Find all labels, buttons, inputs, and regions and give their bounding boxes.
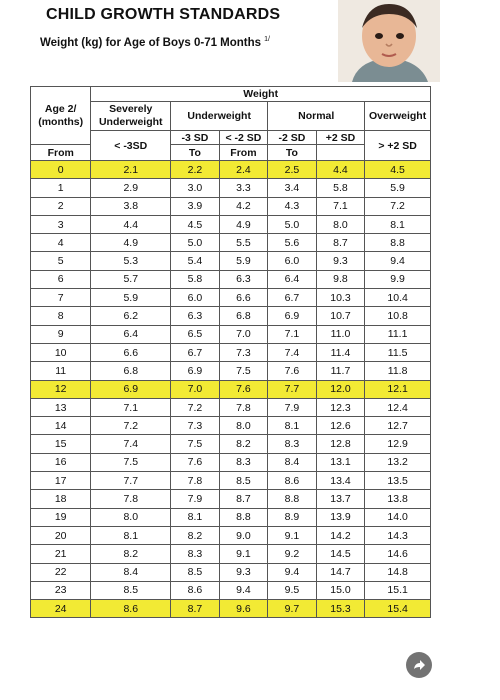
overweight-cell: 15.4 bbox=[365, 600, 431, 618]
age-header bbox=[31, 87, 91, 145]
severely-underweight-cell: 5.9 bbox=[91, 289, 171, 307]
underweight-to-cell: 8.3 bbox=[219, 453, 268, 471]
severely-underweight-cell: 8.2 bbox=[91, 545, 171, 563]
underweight-to-cell: 8.8 bbox=[219, 508, 268, 526]
normal-from-cell: 7.6 bbox=[268, 362, 317, 380]
underweight-to-cell: 4.9 bbox=[219, 215, 268, 233]
underweight-from-cell: 6.9 bbox=[171, 362, 220, 380]
table-row bbox=[31, 398, 431, 416]
normal-to-cell: 9.8 bbox=[316, 270, 365, 288]
underweight-from-cell: 7.0 bbox=[171, 380, 220, 398]
severely-underweight-cell: 8.0 bbox=[91, 508, 171, 526]
underweight-sd-low: -3 SD bbox=[171, 131, 220, 145]
underweight-from-cell: 7.3 bbox=[171, 417, 220, 435]
underweight-to-cell: 3.3 bbox=[219, 179, 268, 197]
severely-underweight-header bbox=[91, 102, 171, 131]
normal-from-cell: 4.3 bbox=[268, 197, 317, 215]
overweight-sd-header: > +2 SD bbox=[365, 131, 431, 161]
age-cell: 8 bbox=[31, 307, 91, 325]
share-button[interactable] bbox=[406, 652, 432, 678]
overweight-cell: 8.8 bbox=[365, 234, 431, 252]
age-cell: 17 bbox=[31, 472, 91, 490]
severely-underweight-cell: 3.8 bbox=[91, 197, 171, 215]
underweight-from-cell: 8.6 bbox=[171, 581, 220, 599]
severely-underweight-cell: 5.3 bbox=[91, 252, 171, 270]
normal-from-cell: 7.1 bbox=[268, 325, 317, 343]
underweight-from-cell: 6.3 bbox=[171, 307, 220, 325]
normal-from-cell: 5.6 bbox=[268, 234, 317, 252]
underweight-to-cell: 7.5 bbox=[219, 362, 268, 380]
normal-from-cell: 9.5 bbox=[268, 581, 317, 599]
age-cell: 7 bbox=[31, 289, 91, 307]
age-cell: 19 bbox=[31, 508, 91, 526]
severely-underweight-cell: 7.5 bbox=[91, 453, 171, 471]
normal-to-cell: 13.7 bbox=[316, 490, 365, 508]
normal-from-cell: 6.7 bbox=[268, 289, 317, 307]
overweight-cell: 9.9 bbox=[365, 270, 431, 288]
normal-to-cell: 5.8 bbox=[316, 179, 365, 197]
page-subtitle bbox=[40, 36, 270, 49]
age-cell: 23 bbox=[31, 581, 91, 599]
underweight-from-cell: 7.6 bbox=[171, 453, 220, 471]
severely-underweight-cell: 8.4 bbox=[91, 563, 171, 581]
weight-for-age-table-wrapper bbox=[30, 86, 431, 618]
age-cell: 22 bbox=[31, 563, 91, 581]
overweight-cell: 10.4 bbox=[365, 289, 431, 307]
table-row bbox=[31, 270, 431, 288]
severely-underweight-cell: 4.9 bbox=[91, 234, 171, 252]
severely-underweight-cell: 4.4 bbox=[91, 215, 171, 233]
normal-from-cell: 3.4 bbox=[268, 179, 317, 197]
normal-to-cell: 13.4 bbox=[316, 472, 365, 490]
severely-underweight-cell: 2.1 bbox=[91, 161, 171, 179]
normal-to-cell: 12.0 bbox=[316, 380, 365, 398]
underweight-to-cell: 2.4 bbox=[219, 161, 268, 179]
underweight-to-cell: 6.3 bbox=[219, 270, 268, 288]
underweight-from-cell: 5.4 bbox=[171, 252, 220, 270]
severely-underweight-cell: 8.1 bbox=[91, 526, 171, 544]
age-header-line2: (months) bbox=[38, 115, 84, 128]
underweight-from-cell: 7.2 bbox=[171, 398, 220, 416]
normal-from-cell: 6.9 bbox=[268, 307, 317, 325]
age-cell: 1 bbox=[31, 179, 91, 197]
underweight-to-cell: 8.5 bbox=[219, 472, 268, 490]
normal-to-cell: 11.4 bbox=[316, 343, 365, 361]
overweight-cell: 5.9 bbox=[365, 179, 431, 197]
normal-to-cell: 14.2 bbox=[316, 526, 365, 544]
table-row bbox=[31, 380, 431, 398]
underweight-to-cell: 7.3 bbox=[219, 343, 268, 361]
underweight-from-cell: 7.5 bbox=[171, 435, 220, 453]
age-cell: 24 bbox=[31, 600, 91, 618]
age-cell: 11 bbox=[31, 362, 91, 380]
normal-from-cell: 5.0 bbox=[268, 215, 317, 233]
severely-underweight-cell: 7.4 bbox=[91, 435, 171, 453]
table-row bbox=[31, 545, 431, 563]
age-cell: 10 bbox=[31, 343, 91, 361]
table-row bbox=[31, 343, 431, 361]
overweight-cell: 7.2 bbox=[365, 197, 431, 215]
overweight-cell: 14.0 bbox=[365, 508, 431, 526]
overweight-cell: 13.8 bbox=[365, 490, 431, 508]
severely-underweight-cell: 8.6 bbox=[91, 600, 171, 618]
underweight-to-cell: 5.5 bbox=[219, 234, 268, 252]
age-cell: 12 bbox=[31, 380, 91, 398]
table-row bbox=[31, 252, 431, 270]
age-cell: 5 bbox=[31, 252, 91, 270]
normal-to-cell: 11.7 bbox=[316, 362, 365, 380]
underweight-to-header: To bbox=[171, 145, 220, 161]
table-row bbox=[31, 526, 431, 544]
underweight-from-cell: 8.7 bbox=[171, 600, 220, 618]
underweight-from-cell: 3.0 bbox=[171, 179, 220, 197]
overweight-cell: 8.1 bbox=[365, 215, 431, 233]
underweight-from-cell: 6.0 bbox=[171, 289, 220, 307]
table-row bbox=[31, 600, 431, 618]
age-cell: 16 bbox=[31, 453, 91, 471]
normal-to-cell: 10.3 bbox=[316, 289, 365, 307]
table-body bbox=[31, 161, 431, 618]
normal-header: Normal bbox=[268, 102, 365, 131]
normal-to-cell: 14.7 bbox=[316, 563, 365, 581]
underweight-from-cell: 8.2 bbox=[171, 526, 220, 544]
overweight-cell: 14.6 bbox=[365, 545, 431, 563]
underweight-header: Underweight bbox=[171, 102, 268, 131]
normal-from-cell: 8.4 bbox=[268, 453, 317, 471]
underweight-to-cell: 8.2 bbox=[219, 435, 268, 453]
weight-header: Weight bbox=[91, 87, 431, 102]
normal-to-cell: 12.8 bbox=[316, 435, 365, 453]
overweight-cell: 12.7 bbox=[365, 417, 431, 435]
normal-from-cell: 7.7 bbox=[268, 380, 317, 398]
subtitle-footnote: 1/ bbox=[264, 36, 270, 43]
table-row bbox=[31, 362, 431, 380]
underweight-to-cell: 7.0 bbox=[219, 325, 268, 343]
share-arrow-icon bbox=[412, 658, 426, 672]
age-cell: 3 bbox=[31, 215, 91, 233]
normal-from-cell: 8.8 bbox=[268, 490, 317, 508]
normal-from-cell: 8.3 bbox=[268, 435, 317, 453]
normal-from-cell: 7.9 bbox=[268, 398, 317, 416]
overweight-cell: 15.1 bbox=[365, 581, 431, 599]
normal-to-cell: 13.1 bbox=[316, 453, 365, 471]
overweight-cell: 9.4 bbox=[365, 252, 431, 270]
normal-to-cell: 7.1 bbox=[316, 197, 365, 215]
normal-to-cell: 10.7 bbox=[316, 307, 365, 325]
underweight-from-cell: 8.5 bbox=[171, 563, 220, 581]
normal-sd-low: -2 SD bbox=[268, 131, 317, 145]
underweight-from-cell: 8.3 bbox=[171, 545, 220, 563]
subtitle-text: Weight (kg) for Age of Boys 0-71 Months bbox=[40, 36, 262, 49]
table-row bbox=[31, 472, 431, 490]
age-cell: 4 bbox=[31, 234, 91, 252]
overweight-cell: 11.8 bbox=[365, 362, 431, 380]
severely-underweight-cell: 6.9 bbox=[91, 380, 171, 398]
normal-to-cell: 12.3 bbox=[316, 398, 365, 416]
table-row bbox=[31, 563, 431, 581]
age-header-line1: Age 2/ bbox=[44, 102, 77, 115]
underweight-to-cell: 6.6 bbox=[219, 289, 268, 307]
underweight-from-cell: 7.8 bbox=[171, 472, 220, 490]
underweight-from-cell: 8.1 bbox=[171, 508, 220, 526]
underweight-to-cell: 6.8 bbox=[219, 307, 268, 325]
underweight-to-cell: 7.8 bbox=[219, 398, 268, 416]
overweight-cell: 4.5 bbox=[365, 161, 431, 179]
table-row bbox=[31, 234, 431, 252]
normal-to-cell: 13.9 bbox=[316, 508, 365, 526]
severely-underweight-cell: 6.6 bbox=[91, 343, 171, 361]
normal-from-cell: 9.2 bbox=[268, 545, 317, 563]
severely-header-line1: Severely bbox=[109, 103, 153, 115]
severely-underweight-cell: 6.8 bbox=[91, 362, 171, 380]
underweight-to-cell: 4.2 bbox=[219, 197, 268, 215]
normal-to-cell: 4.4 bbox=[316, 161, 365, 179]
table-row bbox=[31, 215, 431, 233]
age-cell: 0 bbox=[31, 161, 91, 179]
normal-from-cell: 2.5 bbox=[268, 161, 317, 179]
overweight-cell: 14.3 bbox=[365, 526, 431, 544]
table-row bbox=[31, 161, 431, 179]
underweight-from-cell: 2.2 bbox=[171, 161, 220, 179]
overweight-cell: 11.1 bbox=[365, 325, 431, 343]
normal-to-cell: 8.7 bbox=[316, 234, 365, 252]
table-row bbox=[31, 490, 431, 508]
underweight-to-cell: 9.1 bbox=[219, 545, 268, 563]
normal-from-cell: 9.1 bbox=[268, 526, 317, 544]
baby-photo bbox=[338, 0, 440, 82]
table-row bbox=[31, 508, 431, 526]
overweight-header: Overweight bbox=[365, 102, 431, 131]
overweight-cell: 12.9 bbox=[365, 435, 431, 453]
overweight-cell: 12.4 bbox=[365, 398, 431, 416]
overweight-cell: 13.5 bbox=[365, 472, 431, 490]
normal-from-cell: 9.7 bbox=[268, 600, 317, 618]
underweight-to-cell: 8.7 bbox=[219, 490, 268, 508]
overweight-cell: 14.8 bbox=[365, 563, 431, 581]
severely-sd-header: < -3SD bbox=[91, 131, 171, 161]
normal-from-header: From bbox=[219, 145, 268, 161]
age-cell: 9 bbox=[31, 325, 91, 343]
table-row bbox=[31, 435, 431, 453]
table-row bbox=[31, 325, 431, 343]
underweight-to-cell: 9.6 bbox=[219, 600, 268, 618]
normal-from-cell: 8.6 bbox=[268, 472, 317, 490]
underweight-from-cell: 3.9 bbox=[171, 197, 220, 215]
table-row bbox=[31, 197, 431, 215]
underweight-from-cell: 7.9 bbox=[171, 490, 220, 508]
underweight-sd-high: < -2 SD bbox=[219, 131, 268, 145]
age-cell: 14 bbox=[31, 417, 91, 435]
severely-underweight-cell: 7.1 bbox=[91, 398, 171, 416]
table-row bbox=[31, 307, 431, 325]
table-row bbox=[31, 453, 431, 471]
table-row bbox=[31, 179, 431, 197]
severely-underweight-cell: 7.2 bbox=[91, 417, 171, 435]
age-cell: 20 bbox=[31, 526, 91, 544]
normal-to-cell: 14.5 bbox=[316, 545, 365, 563]
normal-to-cell: 15.0 bbox=[316, 581, 365, 599]
underweight-from-cell: 6.5 bbox=[171, 325, 220, 343]
underweight-to-cell: 9.3 bbox=[219, 563, 268, 581]
age-cell: 13 bbox=[31, 398, 91, 416]
normal-from-cell: 6.4 bbox=[268, 270, 317, 288]
severely-underweight-cell: 7.7 bbox=[91, 472, 171, 490]
normal-from-cell: 9.4 bbox=[268, 563, 317, 581]
normal-from-cell: 8.1 bbox=[268, 417, 317, 435]
normal-to-cell: 8.0 bbox=[316, 215, 365, 233]
normal-to-header: To bbox=[268, 145, 317, 161]
overweight-cell: 10.8 bbox=[365, 307, 431, 325]
page-title: CHILD GROWTH STANDARDS bbox=[46, 6, 281, 23]
underweight-to-cell: 5.9 bbox=[219, 252, 268, 270]
table-row bbox=[31, 581, 431, 599]
underweight-from-cell: 6.7 bbox=[171, 343, 220, 361]
severely-underweight-cell: 7.8 bbox=[91, 490, 171, 508]
severely-underweight-cell: 5.7 bbox=[91, 270, 171, 288]
underweight-to-cell: 9.4 bbox=[219, 581, 268, 599]
underweight-to-cell: 9.0 bbox=[219, 526, 268, 544]
age-cell: 21 bbox=[31, 545, 91, 563]
normal-from-cell: 8.9 bbox=[268, 508, 317, 526]
normal-to-cell: 11.0 bbox=[316, 325, 365, 343]
age-cell: 6 bbox=[31, 270, 91, 288]
underweight-from-cell: 5.8 bbox=[171, 270, 220, 288]
table-row bbox=[31, 289, 431, 307]
table-row bbox=[31, 417, 431, 435]
age-cell: 2 bbox=[31, 197, 91, 215]
normal-to-cell: 9.3 bbox=[316, 252, 365, 270]
severely-underweight-cell: 8.5 bbox=[91, 581, 171, 599]
overweight-cell: 11.5 bbox=[365, 343, 431, 361]
underweight-to-cell: 7.6 bbox=[219, 380, 268, 398]
underweight-from-cell: 5.0 bbox=[171, 234, 220, 252]
baby-photo-illustration bbox=[338, 0, 440, 82]
overweight-cell: 12.1 bbox=[365, 380, 431, 398]
normal-from-cell: 6.0 bbox=[268, 252, 317, 270]
normal-sd-high: +2 SD bbox=[316, 131, 365, 145]
severely-underweight-cell: 6.2 bbox=[91, 307, 171, 325]
severely-header-line2: Underweight bbox=[98, 116, 163, 128]
weight-for-age-table bbox=[30, 86, 431, 618]
normal-to-cell: 12.6 bbox=[316, 417, 365, 435]
underweight-from-cell: 4.5 bbox=[171, 215, 220, 233]
normal-from-cell: 7.4 bbox=[268, 343, 317, 361]
underweight-to-cell: 8.0 bbox=[219, 417, 268, 435]
age-cell: 15 bbox=[31, 435, 91, 453]
severely-underweight-cell: 2.9 bbox=[91, 179, 171, 197]
normal-to-cell: 15.3 bbox=[316, 600, 365, 618]
underweight-from-header: From bbox=[31, 145, 91, 161]
age-cell: 18 bbox=[31, 490, 91, 508]
severely-underweight-cell: 6.4 bbox=[91, 325, 171, 343]
overweight-cell: 13.2 bbox=[365, 453, 431, 471]
